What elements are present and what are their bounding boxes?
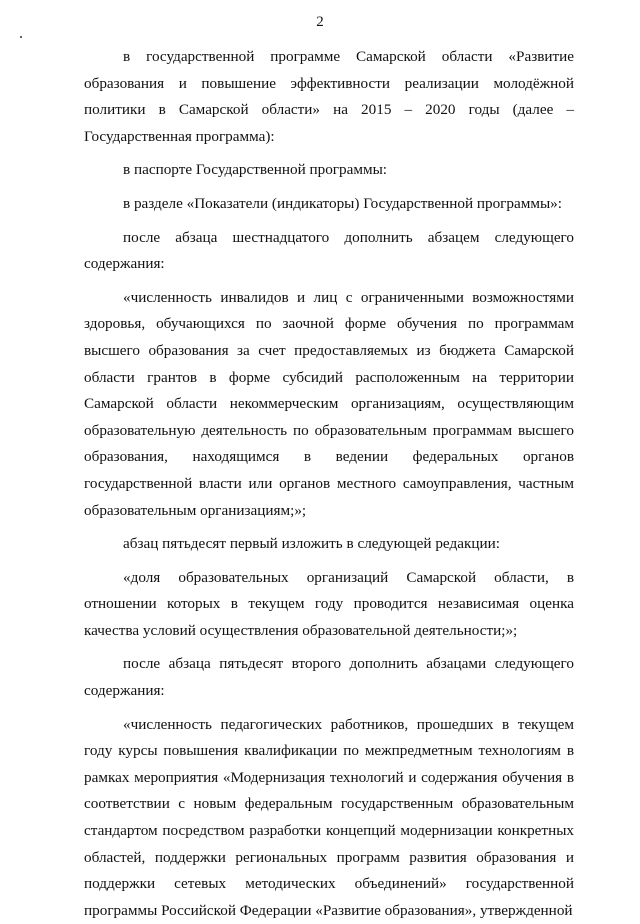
- paragraph-quality-assessment: «доля образовательных организаций Самарской области, в отношении которых в текущем году проводится независимая оценка качества условий осуществления образовательной деятельности;»;: [84, 568, 574, 639]
- document-body: [84, 44, 574, 924]
- paragraph-disabled-students: «численность инвалидов и лиц с ограниченными возможностями здоровья, обучающихся по заочной форме обучения по программам высшего образования за счет предоставляемых из бюджета Самарской области грантов в форме субсидий расположенным на территории Самарской области некоммерческим организациям, осуществляющим образовательную деятельность по образовательным программам высшего образования, находящимся в ведении федеральных органов государственной власти или органов местного самоуправления, частным образовательным организациям;»;: [84, 288, 574, 519]
- paragraph-program-intro: в государственной программе Самарской области «Развитие образования и повышение эффективности реализации молодёжной политики в Самарской области» на 2015 – 2020 годы (далее – Государственная программа):: [84, 48, 574, 145]
- paragraph-passport: в паспорте Государственной программы:: [123, 161, 388, 179]
- paragraph-after-fifty-second: после абзаца пятьдесят второго дополнить абзацами следующего содержания:: [84, 655, 574, 700]
- paragraph-fifty-first: абзац пятьдесят первый изложить в следующей редакции:: [123, 535, 500, 553]
- paragraph-indicators-section: в разделе «Показатели (индикаторы) Государственной программы»:: [123, 194, 562, 212]
- scan-speck: [20, 36, 22, 38]
- page-number: 2: [316, 14, 324, 30]
- paragraph-teachers-training: «численность педагогических работников, прошедших в текущем году курсы повышения квалификации по межпредметным технологиям в рамках мероприятия «Модернизация технологий и содержания обучения в соответствии с новым федеральным государственным образовательным стандартом посредством разработки концепций модернизации конкретных областей, поддержки региональных программ развития образования и поддержки сетевых методических объединений» государственной программы Российской Федерации «Развитие образования», утвержденной: [84, 715, 574, 919]
- paragraph-after-sixteenth: после абзаца шестнадцатого дополнить абзацем следующего содержания:: [84, 228, 574, 273]
